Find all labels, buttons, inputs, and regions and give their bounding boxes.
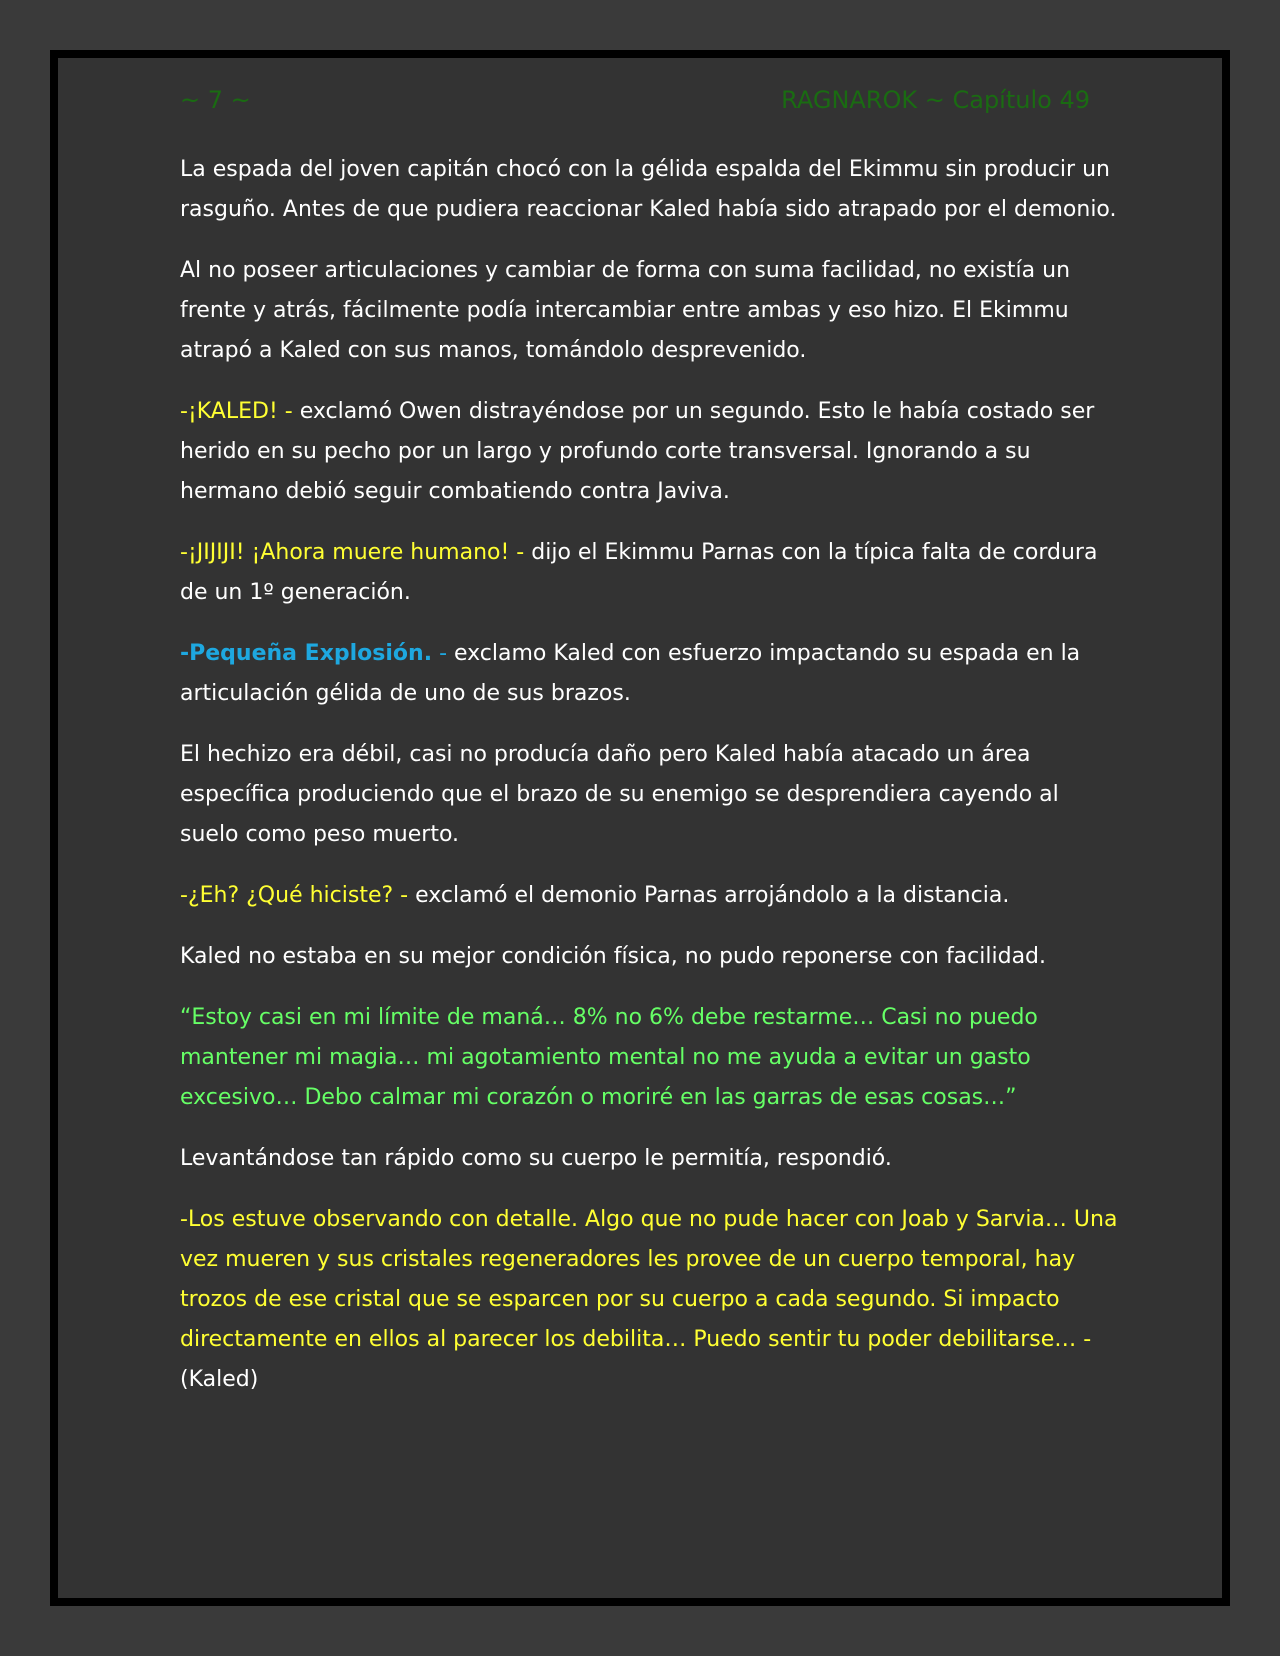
narration: exclamo Kaled con esfuerzo impactando su espada en la articulación gélida de uno de sus brazos. [180,641,1081,706]
page-header [180,86,1090,114]
spell-name: -Pequeña Explosión. [180,641,433,666]
body-text [180,150,1120,1421]
thought: “Estoy casi en mi límite de maná… 8% no 6% debe restarme… Casi no puedo mantener mi magia… mi agotamiento mental no me ayuda a evitar un gasto excesivo… Debo calmar mi corazón o moriré en las garras de esas cosas…” [180,1005,1038,1110]
dialogue: -¡JIJIJI! ¡Ahora muere humano! - [180,540,532,565]
paragraph-5 [180,634,1120,714]
dialogue: -¡KALED! - [180,399,300,424]
narration: dijo el Ekimmu Parnas con la típica falta de cordura de un 1º generación. [180,540,1098,605]
narration: La espada del joven capitán chocó con la gélida espalda del Ekimmu sin producir un rasguño. Antes de que pudiera reaccionar Kaled había sido atrapado por el demonio. [180,157,1117,222]
dialogue: -Los estuve observando con detalle. Algo que no pude hacer con Joab y Sarvia… Una vez mueren y sus cristales regeneradores les provee de un cuerpo temporal, hay trozos de ese cristal que se esparcen por su cuerpo a cada segundo. Si impacto directamente en ellos al parecer los debilita… Puedo sentir tu poder debilitarse… - [180,1207,1118,1352]
paragraph-4 [180,533,1120,613]
paragraph-11 [180,1200,1120,1400]
narration: exclamó Owen distrayéndose por un segundo. Esto le había costado ser herido en su pecho por un largo y profundo corte transversal. Ignorando a su hermano debió seguir combatiendo contra Javiva. [180,399,1095,504]
book-title: RAGNAROK ~ Capítulo 49 [781,86,1090,114]
narration: exclamó el demonio Parnas arrojándolo a la distancia. [415,883,1010,908]
paragraph-8 [180,937,1120,977]
narration: Levantándose tan rápido como su cuerpo le permitía, respondió. [180,1146,892,1171]
paragraph-6 [180,735,1120,855]
narration: Al no poseer articulaciones y cambiar de forma con suma facilidad, no existía un frente y atrás, fácilmente podía intercambiar entre ambas y eso hizo. El Ekimmu atrapó a Kaled con sus manos, tomándolo desprevenido. [180,258,1071,363]
paragraph-10 [180,1139,1120,1179]
narration: El hechizo era débil, casi no producía daño pero Kaled había atacado un área específica produciendo que el brazo de su enemigo se desprendiera cayendo al suelo como peso muerto. [180,742,1059,847]
speaker-tag: (Kaled) [180,1367,259,1392]
page-frame [50,50,1230,1606]
dialogue-dash: - [432,641,455,666]
paragraph-1 [180,150,1120,230]
page-number: ~ 7 ~ [180,86,251,114]
dialogue: -¿Eh? ¿Qué hiciste? - [180,883,416,908]
paragraph-7 [180,876,1120,916]
paragraph-9 [180,998,1120,1118]
narration: Kaled no estaba en su mejor condición física, no pudo reponerse con facilidad. [180,944,1047,969]
paragraph-3 [180,392,1120,512]
paragraph-2 [180,251,1120,371]
